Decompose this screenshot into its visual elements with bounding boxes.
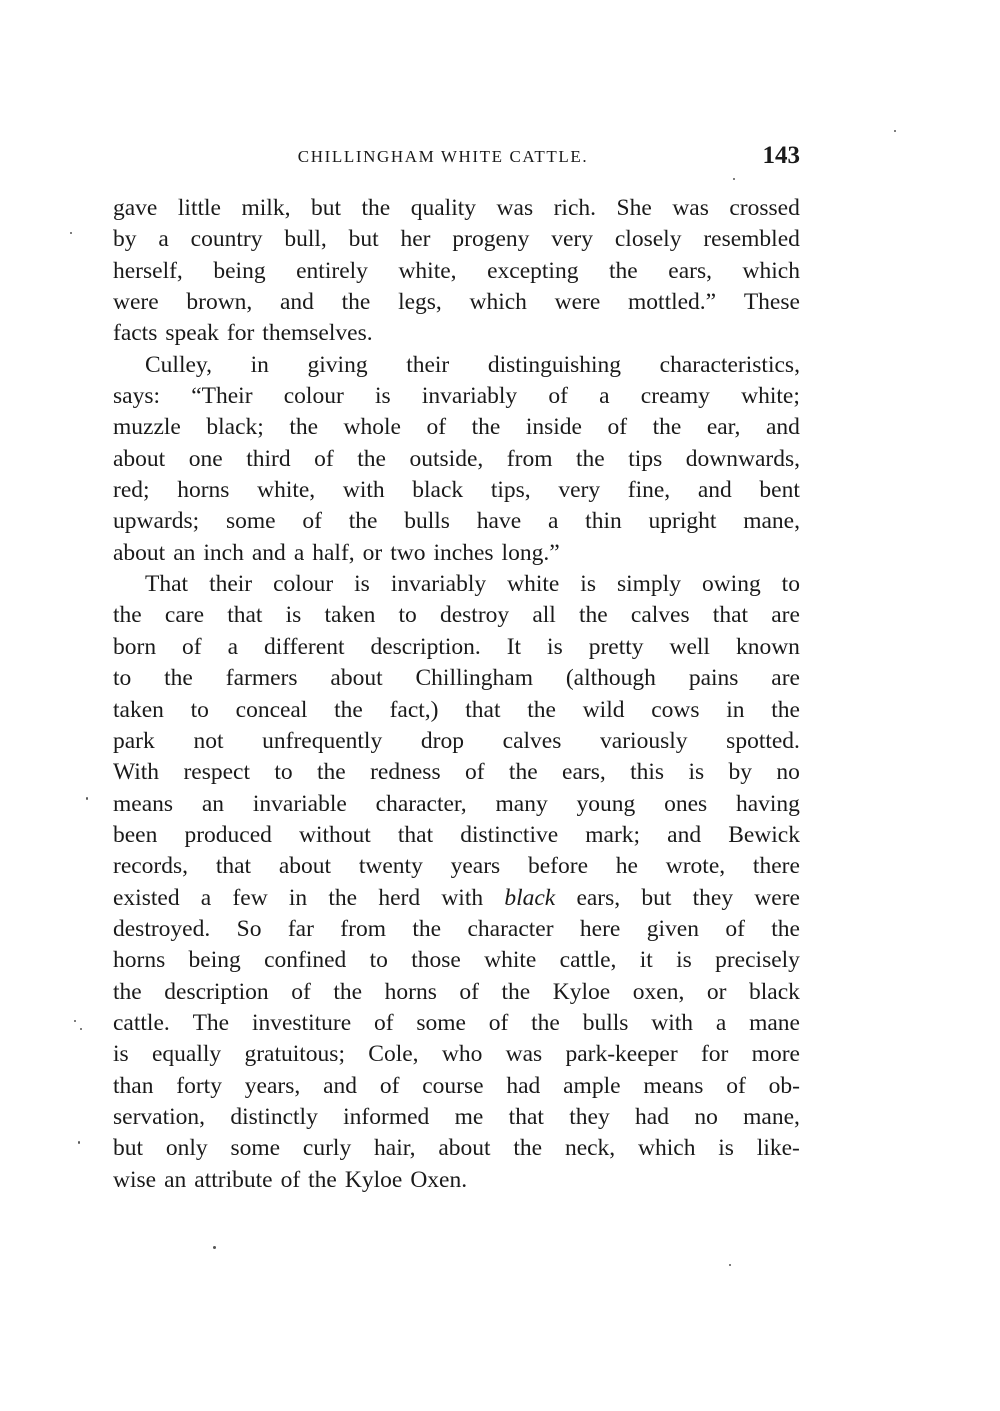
text-line: to the farmers about Chillingham (although pains are	[113, 665, 800, 692]
scan-speck	[74, 1020, 76, 1022]
text-line: herself, being entirely white, excepting the ears, which	[113, 257, 800, 284]
running-title: CHILLINGHAM WHITE CATTLE.	[297, 147, 589, 166]
text-line: wise an attribute of the Kyloe Oxen.	[113, 1166, 468, 1193]
text-line: facts speak for themselves.	[113, 320, 373, 347]
text-line: about an inch and a half, or two inches long.”	[113, 539, 560, 566]
text-line: upwards; some of the bulls have a thin upright mane,	[113, 508, 800, 535]
scan-speck	[733, 178, 735, 180]
scan-speck	[729, 1264, 731, 1266]
text-line: red; horns white, with black tips, very fine, and bent	[113, 477, 800, 504]
text-line: taken to conceal the fact,) that the wild cows in the	[113, 696, 800, 723]
page-number: 143	[762, 142, 800, 169]
scan-speck	[213, 1246, 216, 1249]
text-line: the care that is taken to destroy all the calves that are	[113, 602, 800, 629]
text-line: muzzle black; the whole of the inside of the ear, and	[113, 414, 800, 441]
body-text	[113, 193, 800, 1196]
text-line: means an invariable character, many young ones having	[113, 790, 800, 817]
text-line: about one third of the outside, from the tips downwards,	[113, 445, 800, 472]
text-line: destroyed. So far from the character here given of the	[113, 915, 800, 942]
scan-speck	[86, 797, 88, 800]
text-line: servation, distinctly informed me that they had no mane,	[113, 1103, 800, 1130]
text-line: existed a few in the herd with black ears, but they were	[113, 884, 800, 911]
text-line: were brown, and the legs, which were mottled.” These	[113, 289, 800, 316]
text-line: is equally gratuitous; Cole, who was park-keeper for more	[113, 1041, 800, 1068]
text-line: the description of the horns of the Kyloe oxen, or black	[113, 978, 800, 1005]
text-line: but only some curly hair, about the neck, which is like-	[113, 1135, 800, 1162]
text-line: records, that about twenty years before he wrote, there	[113, 853, 800, 880]
text-line: than forty years, and of course had ample means of ob-	[113, 1072, 800, 1099]
text-line: says: “Their colour is invariably of a creamy white;	[113, 383, 800, 410]
text-line: gave little milk, but the quality was rich. She was crossed	[113, 195, 800, 221]
text-line: Culley, in giving their distinguishing characteristics,	[145, 351, 800, 378]
scan-speck	[70, 232, 72, 234]
text-line: by a country bull, but her progeny very closely resembled	[113, 226, 800, 253]
scan-speck	[894, 130, 896, 132]
running-head	[113, 142, 800, 178]
text-line: cattle. The investiture of some of the bulls with a mane	[113, 1009, 800, 1036]
text-line: park not unfrequently drop calves variously spotted.	[113, 727, 800, 754]
text-line: horns being confined to those white cattle, it is precisely	[113, 947, 800, 974]
text-line: With respect to the redness of the ears, this is by no	[113, 759, 800, 786]
text-line: been produced without that distinctive mark; and Bewick	[113, 821, 800, 848]
text-line: That their colour is invariably white is simply owing to	[145, 571, 800, 598]
scan-speck	[80, 1028, 82, 1030]
text-line: born of a different description. It is pretty well known	[113, 633, 800, 660]
scan-speck	[78, 1141, 80, 1144]
